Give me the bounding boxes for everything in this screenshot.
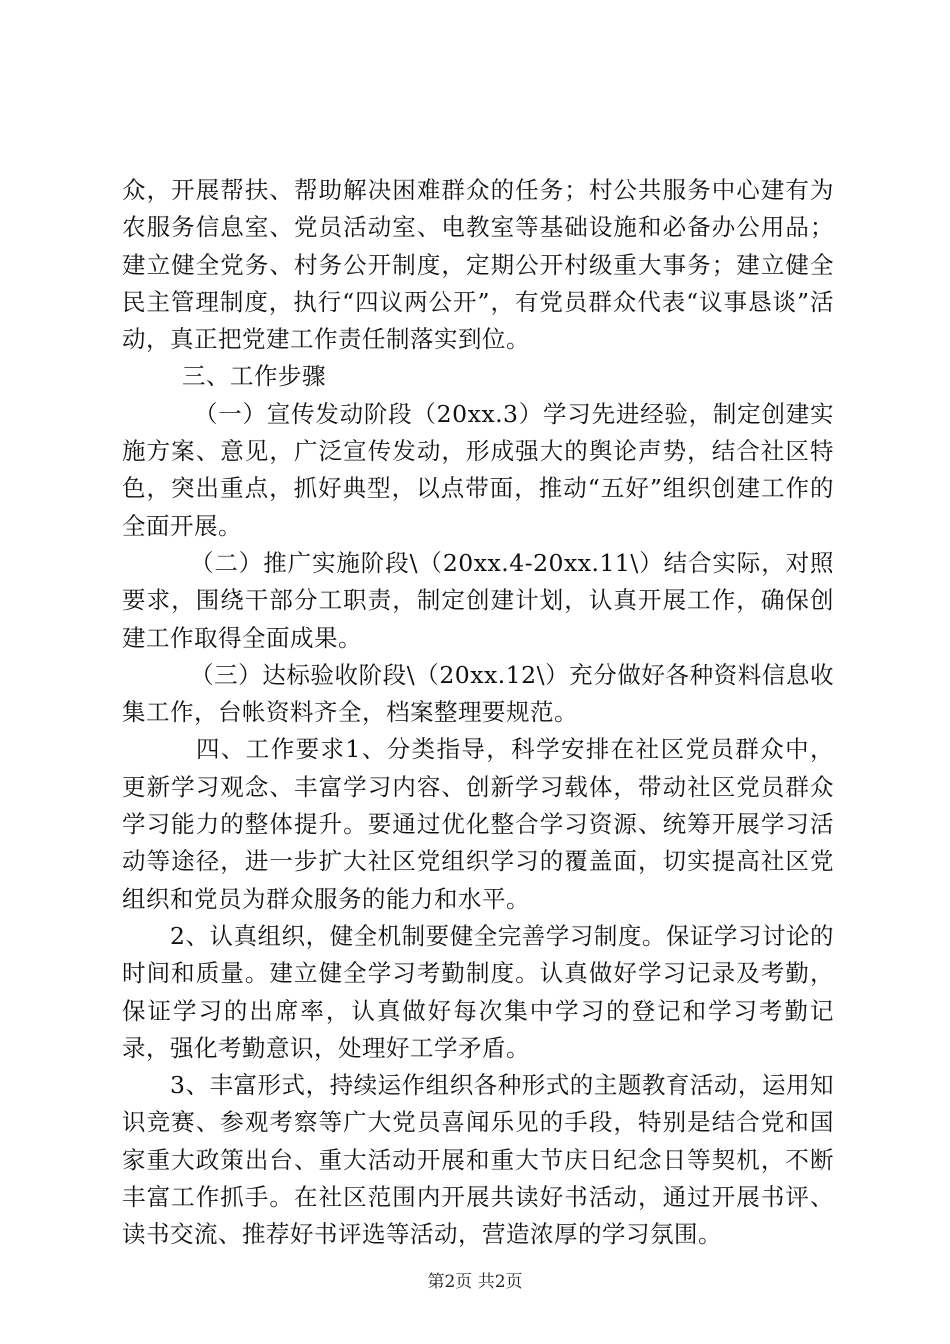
paragraph-step-3: （三）达标验收阶段\（20xx.12\）充分做好各种资料信息收集工作，台帐资料齐全，档案整理要规范。 xyxy=(122,660,834,727)
page-number-footer: 第2页 共2页 xyxy=(427,1272,523,1292)
paragraph-step-2: （二）推广实施阶段\（20xx.4-20xx.11\）结合实际，对照要求，围绕干部分工职责，制定创建计划，认真开展工作，确保创建工作取得全面成果。 xyxy=(122,548,834,652)
paragraph-step-1: （一）宣传发动阶段（20xx.3）学习先进经验，制定创建实施方案、意见，广泛宣传发动，形成强大的舆论声势，结合社区特色，突出重点，抓好典型，以点带面，推动“五好”组织创建工作的全面开展。 xyxy=(122,399,834,540)
document-body xyxy=(122,172,834,1254)
paragraph-requirements-2: 2、认真组织，健全机制要健全完善学习制度。保证学习讨论的时间和质量。建立健全学习考勤制度。认真做好学习记录及考勤，保证学习的出席率，认真做好每次集中学习的登记和学习考勤记录，强化考勤意识，处理好工学矛盾。 xyxy=(122,921,834,1062)
paragraph-requirements-1: 四、工作要求1、分类指导，科学安排在社区党员群众中，更新学习观念、丰富学习内容、创新学习载体，带动社区党员群众学习能力的整体提升。要通过优化整合学习资源、统筹开展学习活动等途径，进一步扩大社区党组织学习的覆盖面，切实提高社区党组织和党员为群众服务的能力和水平。 xyxy=(122,735,834,913)
paragraph-requirements-3: 3、丰富形式，持续运作组织各种形式的主题教育活动，运用知识竞赛、参观考察等广大党员喜闻乐见的手段，特别是结合党和国家重大政策出台、重大活动开展和重大节庆日纪念日等契机，不断丰富工作抓手。在社区范围内开展共读好书活动，通过开展书评、读书交流、推荐好书评选等活动，营造浓厚的学习氛围。 xyxy=(122,1071,834,1249)
section-heading-work-steps: 三、工作步骤 xyxy=(182,362,326,391)
paragraph-continuation: 众，开展帮扶、帮助解决困难群众的任务；村公共服务中心建有为农服务信息室、党员活动室、电教室等基础设施和必备办公用品；建立健全党务、村务公开制度，定期公开村级重大事务；建立健全民主管理制度，执行“四议两公开”，有党员群众代表“议事恳谈”活动，真正把党建工作责任制落实到位。 xyxy=(122,176,834,354)
